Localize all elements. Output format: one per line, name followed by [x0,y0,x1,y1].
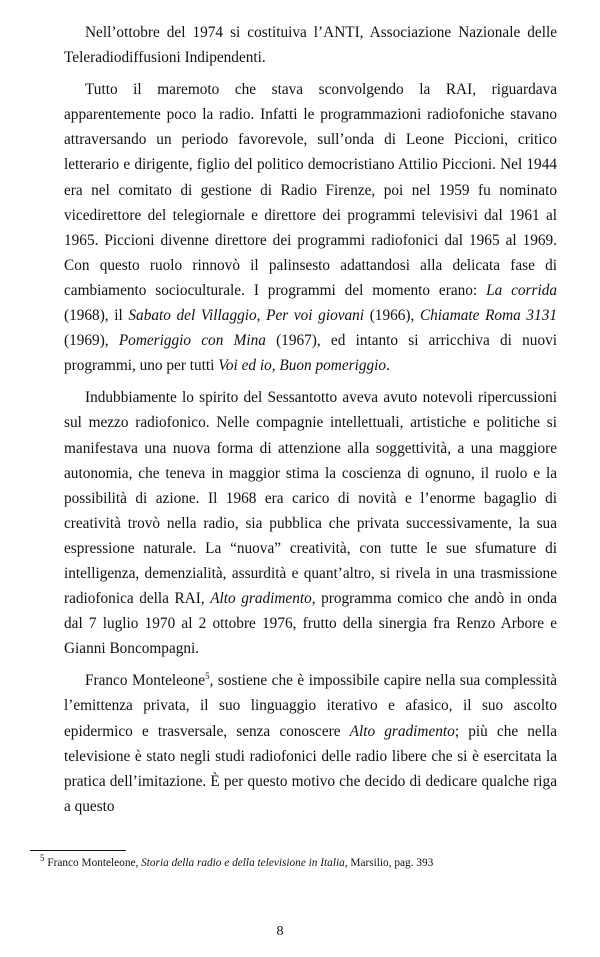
program-title: Pomeriggio con Mina [118,332,266,350]
footnote: $^5$ Franco Monteleone, Storia della radio e della televisione in Italia, Marsilio, pag. 393 [40,853,434,869]
paragraph-2: Tutto il maremoto che stava sconvolgendo la RAI, riguardava apparentemente poco la radio. Infatti le programmazioni radiofoniche stavano attraversando un periodo favorevole, sull’onda di Leone Piccioni, critico letterario e dirigente, figlio del politico democristiano Attilio Piccioni. Nel 1944 era nel comitato di gestione di Radio Firenze, poi nel 1959 fu nominato vicedirettore del telegiornale e direttore dei programmi televisivi dal 1961 al 1965. Piccioni divenne direttore dei programmi radiofonici dal 1965 al 1969. Con questo ruolo rinnovò il palinsesto adattandosi alla delicata fase di cambiamento socioculturale. I programmi del momento erano: La corrida (1968), il Sabato del Villaggio, Per voi giovani (1966), Chiamate Roma 3131 (1969), Pomeriggio con Mina (1967), ed intanto si arricchiva di nuovi programmi, uno per tutti Voi ed io, Buon pomeriggio. [64,81,558,375]
program-title: Sabato del Villaggio [128,307,257,325]
paragraph-4: Franco Monteleone$^5$, sostiene che è impossibile capire nella sua complessità l’emittenza privata, il suo linguaggio iterativo e afasico, il suo ascolto epidermico e trasversale, senza conoscere Alto gradimento; più che nella televisione è stato negli studi radiofonici delle radio libere che si è esercitata la pratica dell’imitazione. È per questo motivo che decido di dedicare qualche riga a questo [64,671,558,815]
footnote-reference[interactable]: 5 [205,671,210,682]
program-title: Per voi giovani [266,307,365,325]
body-text [64,20,557,826]
program-title: La corrida [486,281,558,299]
footnote-divider [30,850,126,851]
paragraph-1: Nell’ottobre del 1974 si costituiva l’ANTI, Associazione Nazionale delle Teleradiodiffusioni Indipendenti. [64,24,557,67]
program-title: Alto gradimento [210,590,312,608]
program-title: Voi ed io, Buon pomeriggio [218,357,387,375]
program-title: Alto gradimento [349,722,455,740]
footnote-book-title: Storia della radio e della televisione in Italia [141,857,345,869]
footnote-number: 5 [40,853,45,864]
program-title: Chiamate Roma 3131 [419,307,557,325]
page-number: 8 [276,924,284,939]
paragraph-3: Indubbiamente lo spirito del Sessantotto aveva avuto notevoli ripercussioni sul mezzo radiofonico. Nelle compagnie intellettuali, artistiche e politiche si manifestava una nuova forma di attenzione alla soggettività, a una maggiore autonomia, che teneva in maggior stima la coscienza di ognuno, il ruolo e la possibilità di azione. Il 1968 era carico di novità e l’enorme bagaglio di creatività trovò nella radio, sia pubblica che privata successivamente, la sua espressione naturale. La “nuova” creatività, con tutte le sue sfumature di intelligenza, demenzialità, assurdità e quant’altro, si rivela in una trasmissione radiofonica della RAI, Alto gradimento, programma comico che andò in onda dal 7 luglio 1970 al 2 ottobre 1976, frutto della sinergia fra Renzo Arbore e Gianni Boncompagni. [64,389,557,658]
